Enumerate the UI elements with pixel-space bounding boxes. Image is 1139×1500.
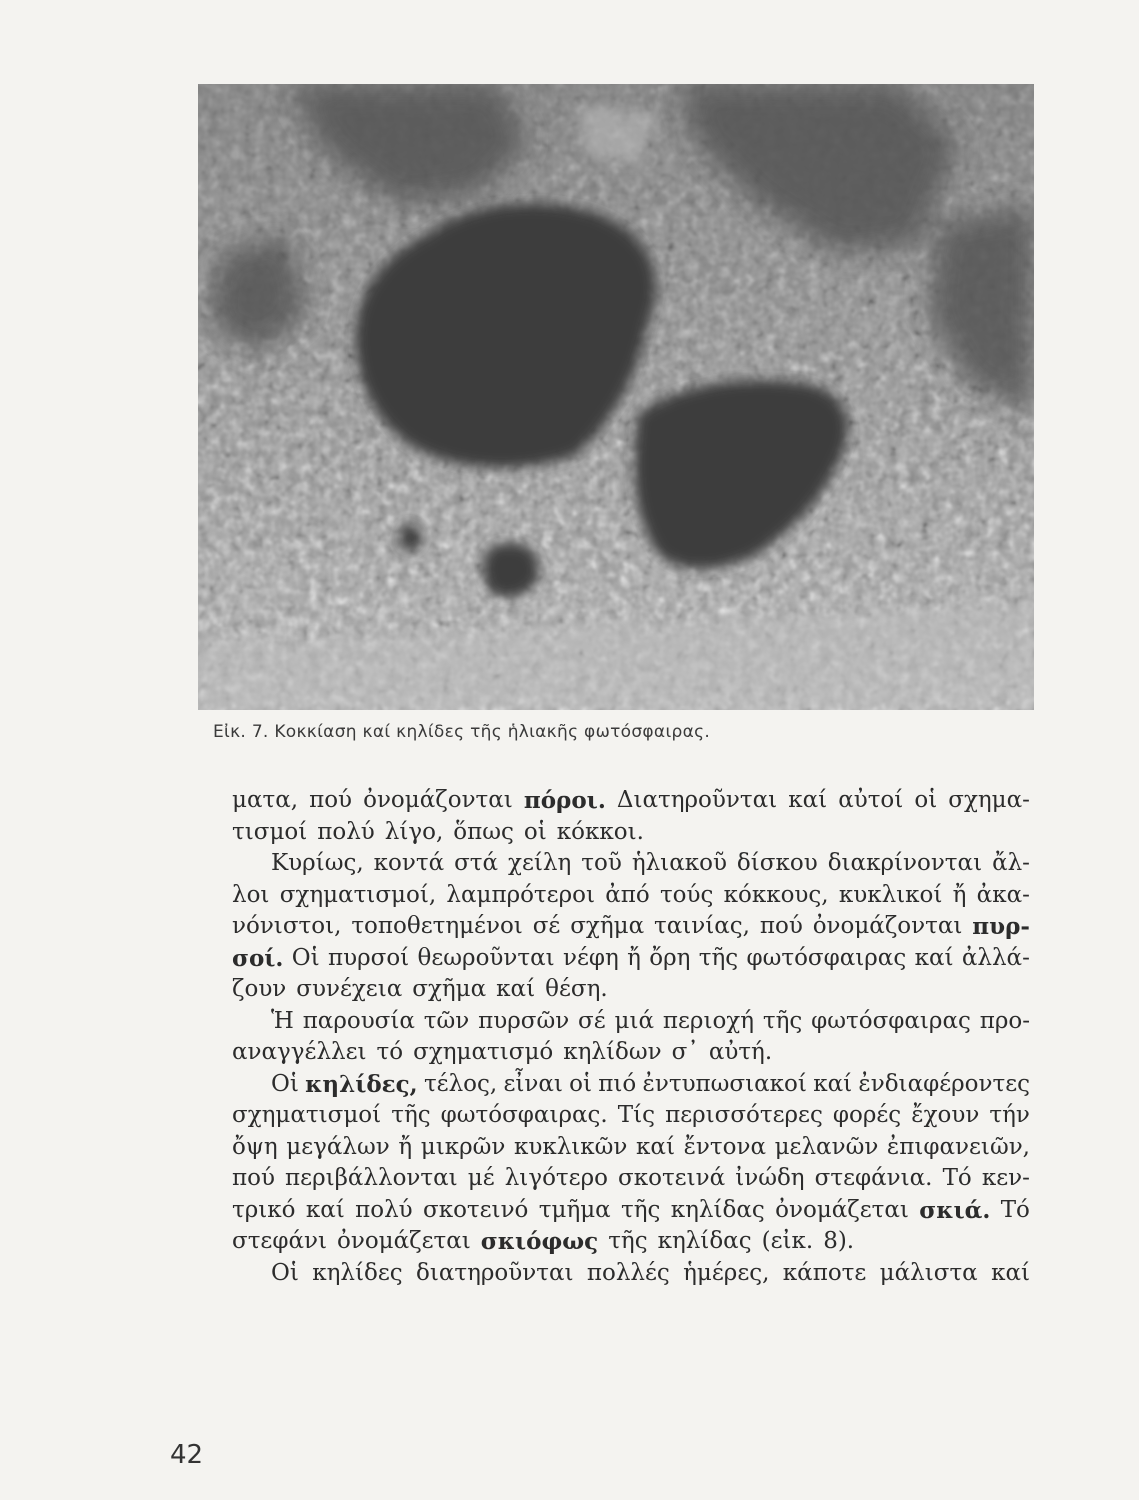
word: πολύ — [317, 818, 375, 845]
word: πυρσῶν — [478, 1007, 570, 1034]
photosphere-photo — [198, 84, 1034, 710]
word: πιό — [598, 1070, 637, 1097]
word: λίγο, — [384, 818, 444, 845]
word: μιά — [614, 1007, 655, 1034]
word: πού — [759, 913, 803, 939]
word: λιγότερο — [504, 1165, 608, 1191]
word: ἡμέρες, — [683, 1259, 770, 1286]
word: πού — [232, 1165, 275, 1191]
word: κηλίδας — [657, 1228, 752, 1254]
word: τέλος, — [423, 1070, 498, 1097]
figure-caption: Εἰκ. 7. Κοκκίαση καί κηλίδες τῆς ἡλιακῆς φωτόσφαιρας. — [213, 722, 711, 742]
word: ἐνδιαφέροντες — [858, 1070, 1030, 1097]
word: ἀπό — [605, 881, 650, 908]
word: κόκκοι. — [556, 818, 644, 845]
word: πού — [309, 787, 353, 813]
word: ἤ — [627, 944, 641, 971]
word: κοντά — [373, 850, 445, 876]
body-text — [232, 785, 1030, 1289]
word: τοῦ — [581, 850, 622, 876]
text-line — [232, 817, 1030, 849]
word: ἡλιακοῦ — [631, 850, 727, 876]
word: τούς — [659, 881, 714, 908]
word: καί — [914, 944, 954, 971]
word: ἐντυπωσιακοί — [642, 1070, 807, 1097]
word: συνέχεια — [296, 976, 403, 1002]
text-line — [232, 911, 1030, 943]
word: καί — [813, 1070, 853, 1097]
word: τῶν — [423, 1007, 470, 1034]
word: ὀνομάζονται — [812, 913, 963, 939]
word: καί — [496, 976, 536, 1002]
word: ταινίας, — [653, 913, 750, 939]
word: τισμοί — [232, 818, 308, 845]
word: εἶναι — [503, 1070, 563, 1097]
word: ὀνομάζονται — [363, 787, 513, 813]
text-line — [232, 1195, 1030, 1227]
word: οἱ — [569, 1070, 593, 1097]
word: διατηροῦνται — [416, 1259, 574, 1286]
word: ἤ — [952, 881, 967, 908]
word: (εἰκ. — [761, 1228, 814, 1254]
word: καί — [636, 1133, 675, 1160]
word: ζουν — [232, 976, 287, 1002]
word: καί — [991, 1259, 1030, 1286]
word: φορές — [832, 1102, 902, 1128]
word: ἰνώδη — [735, 1165, 805, 1191]
word: Ἡ — [271, 1007, 294, 1034]
word: ἔντονα — [683, 1133, 766, 1160]
word: μελανῶν — [774, 1133, 879, 1160]
word: τῆς — [608, 1228, 648, 1254]
text-line — [232, 880, 1030, 912]
word: σκιά. — [919, 1196, 991, 1224]
word: τμῆμα — [538, 1196, 611, 1223]
granulation-image — [198, 84, 1034, 710]
word: 8). — [823, 1228, 855, 1254]
word: σχῆμα — [412, 976, 487, 1002]
word: τήν — [989, 1102, 1030, 1128]
word: φωτόσφαιρας — [811, 1007, 971, 1034]
word: κεν- — [981, 1165, 1030, 1191]
text-line — [232, 1226, 1030, 1258]
word: κυκλικοί — [838, 881, 943, 908]
word: δίσκου — [736, 850, 818, 876]
word: σχῆμα — [570, 913, 645, 939]
word: τῆς — [621, 1196, 661, 1223]
word: Τό — [1000, 1196, 1030, 1223]
word: ὀνομάζεται — [336, 1228, 471, 1254]
word: κόκκους, — [723, 881, 829, 908]
word: τρικό — [232, 1196, 296, 1223]
word: φωτόσφαιρας — [746, 944, 907, 971]
word: Οἱ — [271, 1259, 299, 1286]
word: ἀλλά- — [961, 944, 1030, 971]
word: μάλιστα — [879, 1259, 978, 1286]
word: αὐτή. — [708, 1039, 773, 1065]
word: σ᾿ — [671, 1039, 699, 1065]
word: Οἱ — [291, 944, 320, 971]
word: πολλές — [586, 1259, 670, 1286]
word: κηλίδες — [312, 1259, 403, 1286]
word: παρουσία — [302, 1007, 415, 1034]
word: σέ — [578, 1007, 606, 1034]
word: σχηματισμό — [413, 1039, 554, 1065]
word: σχημα- — [948, 787, 1030, 813]
word: νέφη — [563, 944, 619, 971]
text-line — [232, 848, 1030, 880]
word: μικρῶν — [420, 1133, 506, 1160]
word: περιοχή — [662, 1007, 755, 1034]
text-line — [232, 1037, 1030, 1069]
word: φωτόσφαιρας. — [440, 1102, 608, 1128]
word: τῆς — [698, 944, 739, 971]
word: ἀκα- — [976, 881, 1030, 908]
word: καί — [305, 1196, 345, 1223]
word: ὄρη — [649, 944, 691, 971]
word: νόνιστοι, — [232, 913, 342, 939]
word: σέ — [532, 913, 561, 939]
text-line — [232, 1132, 1030, 1164]
text-line — [232, 1258, 1030, 1290]
text-line — [232, 1069, 1030, 1101]
text-line — [232, 943, 1030, 975]
word: πυρ- — [972, 913, 1030, 940]
word: μεγάλων — [286, 1133, 390, 1160]
word: διακρίνονται — [827, 850, 983, 876]
page-number: 42 — [170, 1440, 204, 1470]
word: κάποτε — [782, 1259, 867, 1286]
word: πολύ — [355, 1196, 413, 1223]
word: κηλίδων — [563, 1039, 662, 1065]
word: στά — [454, 850, 499, 876]
word: αναγγέλλει — [232, 1039, 367, 1065]
word: στεφάνι — [232, 1228, 327, 1254]
word: ἄλ- — [992, 850, 1030, 876]
text-line — [232, 1163, 1030, 1195]
word: ἔχουν — [911, 1102, 980, 1128]
word: σχηματισμοί, — [279, 881, 437, 908]
word: αὐτοί — [838, 787, 904, 813]
word: ὀνομάζεται — [775, 1196, 909, 1223]
word: Τό — [942, 1165, 972, 1191]
word: τῆς — [391, 1102, 431, 1128]
text-line — [232, 785, 1030, 817]
word: προ- — [979, 1007, 1030, 1034]
word: λαμπρότεροι — [446, 881, 595, 908]
text-line — [232, 974, 1030, 1006]
word: σκοτεινό — [423, 1196, 529, 1223]
word: σχηματισμοί — [232, 1102, 382, 1128]
word: θέση. — [545, 976, 608, 1002]
word: κηλίδας — [670, 1196, 765, 1223]
word: ἐπιφανειῶν, — [886, 1133, 1030, 1160]
word: ματα, — [232, 787, 299, 813]
word: περιβάλλονται — [285, 1165, 458, 1191]
word: οἱ — [523, 818, 547, 845]
word: τῆς — [762, 1007, 803, 1034]
word: κυκλικῶν — [513, 1133, 628, 1160]
word: ὅπως — [453, 818, 514, 845]
word: στεφάνια. — [814, 1165, 933, 1191]
word: περισσότερες — [665, 1102, 823, 1128]
word: τοποθετημένοι — [351, 913, 523, 939]
word: τό — [376, 1039, 404, 1065]
word: ἤ — [398, 1133, 413, 1160]
word: καί — [788, 787, 828, 813]
word: λοι — [232, 881, 270, 908]
word: ὄψη — [232, 1133, 278, 1160]
word: μέ — [467, 1165, 495, 1191]
text-line — [232, 1006, 1030, 1038]
word: Διατηροῦνται — [616, 787, 778, 813]
word: χείλη — [508, 850, 572, 876]
word: σκοτεινά — [618, 1165, 726, 1191]
word: σοί. — [232, 944, 284, 972]
word: Οἱ — [271, 1070, 299, 1097]
word: θεωροῦνται — [417, 944, 555, 971]
word: πόροι. — [523, 787, 606, 814]
word: οἱ — [914, 787, 938, 813]
text-line — [232, 1100, 1030, 1132]
word: κηλίδες, — [305, 1070, 418, 1098]
word: σκιόφως — [480, 1228, 599, 1255]
word: Κυρίως, — [271, 850, 364, 876]
word: πυρσοί — [328, 944, 410, 971]
word: Τίς — [617, 1102, 656, 1128]
